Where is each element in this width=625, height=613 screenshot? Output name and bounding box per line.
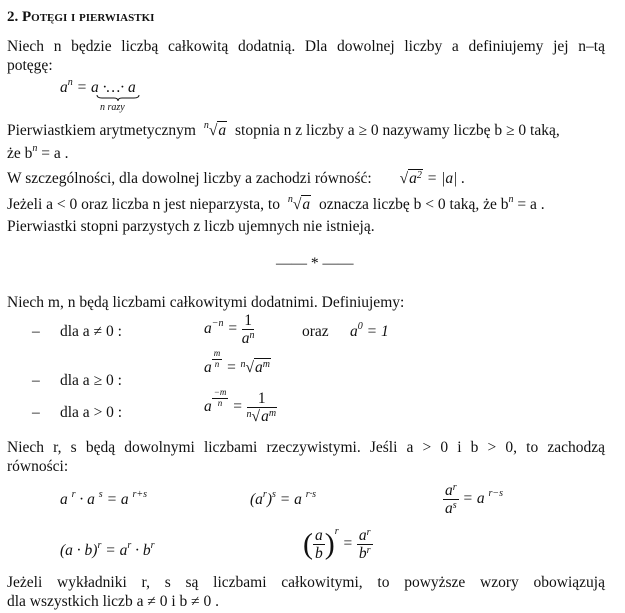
root-index: n bbox=[203, 120, 209, 131]
abs-rule-text: W szczególności, dla dowolnej liczby a zachodzi równość: bbox=[7, 170, 372, 187]
root-def-line1 bbox=[7, 120, 560, 139]
abs-rule bbox=[7, 171, 465, 187]
rational-item-3-formula: a $\frac{-m}{n}$ = $\frac{1}{^n√a^m}$ bbox=[204, 387, 277, 426]
power-formula-exp: n bbox=[67, 77, 73, 88]
radical-icon: √ bbox=[208, 122, 218, 139]
odd-root-text-b: oznacza liczbę b < 0 taką, że b bbox=[319, 196, 509, 213]
real-powers-line2: równości: bbox=[7, 458, 69, 475]
rational-item-1-bullet: – bbox=[32, 323, 40, 340]
formula-quotient: $\frac{a^r}{a^s}$ = a $^{r-s}$ bbox=[445, 482, 504, 518]
rational-item-1-extra-word: oraz bbox=[302, 323, 329, 340]
odd-root-line2: Pierwiastki stopni parzystych z liczb ujemnych nie istnieją. bbox=[7, 218, 375, 235]
n-exp: n bbox=[214, 358, 220, 369]
root-def-line2-exp: n bbox=[32, 143, 38, 154]
abs-rule-formula-root: $√a^2$ bbox=[399, 170, 422, 187]
section-number: 2. bbox=[7, 9, 19, 25]
root-radicand: a bbox=[218, 122, 227, 139]
power-formula-base: a bbox=[60, 79, 68, 96]
odd-root-line1: Jeżeli a < 0 oraz liczba n jest nieparzysta, to $^n$√a oznacza liczbę b < 0 taką, że $b^n = a$ . bbox=[7, 194, 545, 213]
frac-one: 1 bbox=[242, 312, 255, 330]
root-def-line2 bbox=[7, 143, 69, 162]
rational-item-1-formula: $a^{-n}$ = $\frac{1}{a^n}$ bbox=[204, 312, 255, 348]
rational-intro: Niech m, n będą liczbami całkowitymi dodatnimi. Definiujemy: bbox=[7, 294, 405, 311]
power-def-line1: Niech n będzie liczbą całkowitą dodatnią. Dla dowolnej liczby a definiujemy jej n–tą bbox=[7, 38, 605, 55]
separator: —— * —— bbox=[276, 255, 354, 272]
section-title: Potęgi i pierwiastki bbox=[22, 9, 155, 25]
extra-formula: = 1 bbox=[366, 323, 389, 340]
rational-item-3-bullet: – bbox=[32, 404, 40, 421]
root-def-line2-text: że b bbox=[7, 145, 33, 162]
real-powers-line1: Niech r, s będą dowolnymi liczbami rzeczywistymi. Jeśli a > 0 i b > 0, to zachodzą bbox=[7, 439, 605, 456]
rational-item-2-cond: dla a ≥ 0 : bbox=[60, 372, 122, 389]
closing-line1: Jeżeli wykładniki r, s są liczbami całkowitymi, to powyższe wzory obowiązują bbox=[7, 574, 605, 591]
odd-root-text-a: Jeżeli a < 0 oraz liczba n jest nieparzysta, to bbox=[7, 196, 280, 213]
root-def-line2-end: = a . bbox=[41, 145, 69, 162]
power-formula-rhs: = a ·…· a bbox=[76, 79, 136, 96]
root-def-text-a: Pierwiastkiem arytmetycznym bbox=[7, 122, 196, 139]
rational-item-2-formula: a $\frac{m}{n}$ = $^n√a^m$ bbox=[204, 348, 270, 376]
formula-quotient-power: ( $\frac{a}{b}$ )$^r$ = $\frac{a^r}{b^r}$ bbox=[303, 526, 371, 563]
zero-exp: 0 bbox=[357, 321, 363, 332]
neg-n-exp: −n bbox=[211, 318, 224, 330]
closing-line2: dla wszystkich liczb a ≠ 0 i b ≠ 0 . bbox=[7, 593, 220, 610]
rational-item-1-extra-formula: $a^0 = 1$ bbox=[350, 321, 389, 340]
formula-power-of-power: $(a^r)^s = a$ $^{r\cdot s}$ bbox=[250, 489, 317, 508]
m-exp: m bbox=[213, 348, 221, 358]
rational-item-1-cond: dla a ≠ 0 : bbox=[60, 323, 122, 340]
root-def-text-b: stopnia n z liczby a ≥ 0 nazywamy liczbę b ≥ 0 taką, bbox=[234, 122, 560, 139]
brace-label: n razy bbox=[100, 102, 125, 113]
underbrace-icon bbox=[96, 94, 140, 102]
formula-product-power: $(a \cdot b)^r = a^r \cdot b^r$ bbox=[60, 540, 155, 559]
odd-root-text-end: = a . bbox=[517, 196, 545, 213]
abs-rule-formula: = |a| . bbox=[426, 170, 466, 187]
rational-item-3-cond: dla a > 0 : bbox=[60, 404, 123, 421]
power-def-line2: potęgę: bbox=[7, 57, 53, 74]
section-heading bbox=[7, 10, 154, 25]
rational-item-2-bullet: – bbox=[32, 372, 40, 389]
formula-product: a $^r$ · a $^s$ = a $^{r+s}$ bbox=[60, 489, 148, 508]
